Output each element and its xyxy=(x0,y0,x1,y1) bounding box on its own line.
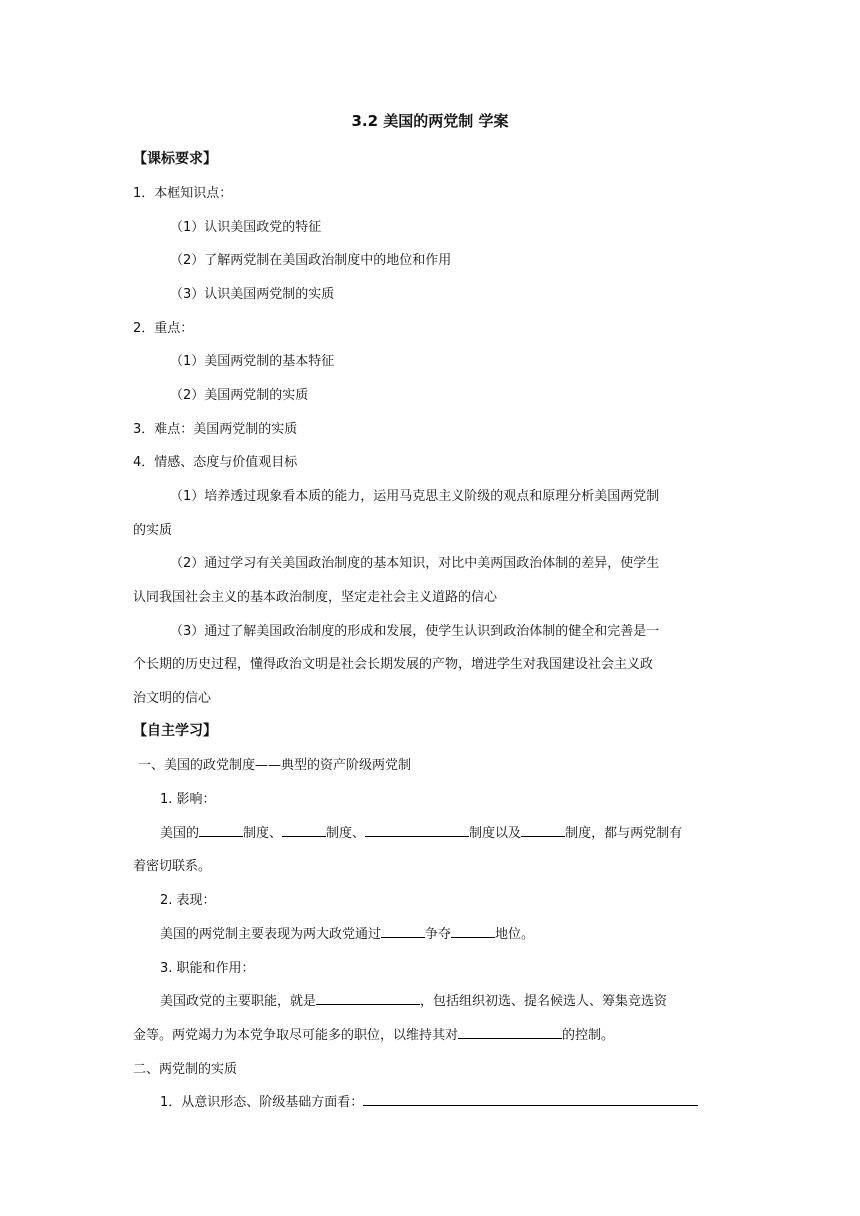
section-heading-self-study: 【自主学习】 xyxy=(133,723,217,739)
page-title: 3.2 美国的两党制 学案 xyxy=(351,112,509,130)
goals-heading: 4．情感、态度与价值观目标 xyxy=(133,455,298,470)
influence-heading: 1. 影响： xyxy=(160,792,216,807)
goal-3-line-1: （3）通过了解美国政治制度的形成和发展，使学生认识到政治体制的健全和完善是一 xyxy=(170,624,660,639)
part-1-heading: 一、美国的政党制度——典型的资产阶级两党制 xyxy=(138,758,412,773)
fill-blank[interactable] xyxy=(282,824,326,837)
key-point-2: （2）美国两党制的实质 xyxy=(170,388,309,403)
fill-blank[interactable] xyxy=(451,925,495,938)
influence-fill-line-2: 着密切联系。 xyxy=(133,859,212,874)
knowledge-point-1: （1）认识美国政党的特征 xyxy=(170,220,322,235)
key-points-heading: 2．重点： xyxy=(133,321,194,336)
goal-3-line-2: 个长期的历史过程，懂得政治文明是社会长期发展的产物，增进学生对我国建设社会主义政 xyxy=(133,657,654,672)
manifestation-heading: 2. 表现： xyxy=(160,893,216,908)
knowledge-points-heading: 1．本框知识点： xyxy=(133,186,233,201)
fill-blank[interactable] xyxy=(521,824,565,837)
function-fill-line: 美国政党的主要职能，就是 ，包括组织初选、提名候选人、筹集竞选资 xyxy=(160,994,668,1009)
fill-blank[interactable] xyxy=(365,824,469,837)
function-heading: 3. 职能和作用： xyxy=(160,961,255,976)
influence-fill-line: 美国的 制度、 制度、 制度以及 制度，都与两党制有 xyxy=(160,826,683,841)
fill-blank[interactable] xyxy=(458,1026,562,1039)
goal-3-line-3: 治文明的信心 xyxy=(133,691,212,706)
fill-blank[interactable] xyxy=(199,824,243,837)
goal-2-line-2: 认同我国社会主义的基本政治制度，坚定走社会主义道路的信心 xyxy=(133,590,498,605)
fill-blank[interactable] xyxy=(363,1093,698,1106)
difficulty-line: 3．难点：美国两党制的实质 xyxy=(133,422,298,437)
part-2-heading: 二、两党制的实质 xyxy=(133,1062,238,1077)
function-fill-line-2: 金等。两党竭力为本党争取尽可能多的职位，以维持其对 的控制。 xyxy=(133,1028,615,1043)
goal-1-line-2: 的实质 xyxy=(133,523,173,538)
knowledge-point-3: （3）认识美国两党制的实质 xyxy=(170,287,335,302)
key-point-1: （1）美国两党制的基本特征 xyxy=(170,354,335,369)
goal-2-line-1: （2）通过学习有关美国政治制度的基本知识，对比中美两国政治体制的差异，使学生 xyxy=(170,556,660,571)
fill-blank[interactable] xyxy=(316,992,420,1005)
fill-blank[interactable] xyxy=(381,925,425,938)
manifestation-fill-line: 美国的两党制主要表现为两大政党通过 争夺 地位。 xyxy=(160,927,535,942)
goal-1-line-1: （1）培养透过现象看本质的能力，运用马克思主义阶级的观点和原理分析美国两党制 xyxy=(170,489,660,504)
section-heading-requirements: 【课标要求】 xyxy=(133,151,217,167)
ideology-fill-line: 1．从意识形态、阶级基础方面看： xyxy=(160,1091,698,1110)
knowledge-point-2: （2）了解两党制在美国政治制度中的地位和作用 xyxy=(170,253,452,268)
